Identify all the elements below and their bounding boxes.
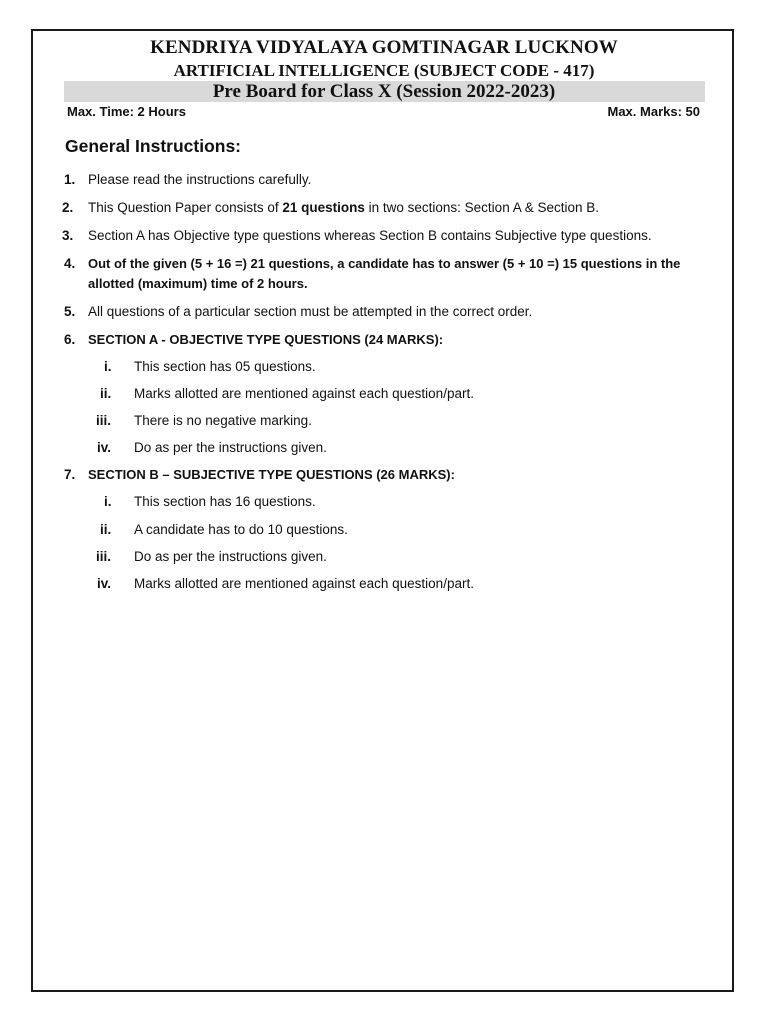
item-text-line1: Out of the given (5 + 16 =) 21 questions, a candidate has to answer (5 + 10 =) 15 questions in the — [88, 256, 681, 271]
sub-item-number: iv. — [97, 576, 112, 591]
sub-item-text: A candidate has to do 10 questions. — [134, 522, 348, 537]
item-text — [88, 198, 599, 217]
sub-item-number: i. — [104, 494, 112, 509]
sub-item-text: Do as per the instructions given. — [134, 440, 327, 455]
sub-item-number: ii. — [100, 522, 112, 537]
sub-item-number: ii. — [100, 386, 112, 401]
sub-item-text: This section has 16 questions. — [134, 494, 316, 509]
item-text-bold: 21 questions — [282, 200, 365, 215]
instructions-heading: General Instructions: — [65, 136, 242, 156]
item-number: 2. — [62, 200, 74, 215]
sub-item-text: Marks allotted are mentioned against each question/part. — [134, 576, 474, 591]
item-number: 1. — [64, 172, 76, 187]
sub-item-text: Do as per the instructions given. — [134, 549, 327, 564]
item-text-line2: allotted (maximum) time of 2 hours. — [88, 276, 308, 291]
item-number: 5. — [64, 304, 76, 319]
sub-item-text: Marks allotted are mentioned against each question/part. — [134, 386, 474, 401]
section-a-heading: SECTION A - OBJECTIVE TYPE QUESTIONS (24 MARKS): — [88, 332, 444, 347]
subject-title: ARTIFICIAL INTELLIGENCE (SUBJECT CODE - 417) — [173, 61, 595, 80]
sub-item-number: iv. — [97, 440, 112, 455]
item-number: 6. — [64, 332, 76, 347]
item-text: Section A has Objective type questions whereas Section B contains Subjective type questions. — [88, 228, 652, 243]
item-text: Please read the instructions carefully. — [88, 172, 312, 187]
item-number: 7. — [64, 467, 76, 482]
item-text-pre: This Question Paper consists of — [88, 200, 283, 215]
item-text-post: in two sections: Section A & Section B. — [364, 200, 600, 215]
max-marks: Max. Marks: 50 — [607, 104, 700, 119]
school-name: KENDRIYA VIDYALAYA GOMTINAGAR LUCKNOW — [150, 37, 618, 58]
item-number: 3. — [62, 228, 74, 243]
item-number: 4. — [64, 256, 76, 271]
sub-item-number: iii. — [96, 549, 112, 564]
sub-item-number: iii. — [96, 413, 112, 428]
sub-item-number: i. — [104, 359, 112, 374]
max-time: Max. Time: 2 Hours — [67, 104, 186, 119]
section-b-heading: SECTION B – SUBJECTIVE TYPE QUESTIONS (26 MARKS): — [88, 467, 455, 482]
sub-item-text: There is no negative marking. — [134, 413, 312, 428]
exam-title: Pre Board for Class X (Session 2022-2023) — [212, 81, 556, 102]
item-text: All questions of a particular section must be attempted in the correct order. — [88, 304, 533, 319]
sub-item-text: This section has 05 questions. — [134, 359, 316, 374]
